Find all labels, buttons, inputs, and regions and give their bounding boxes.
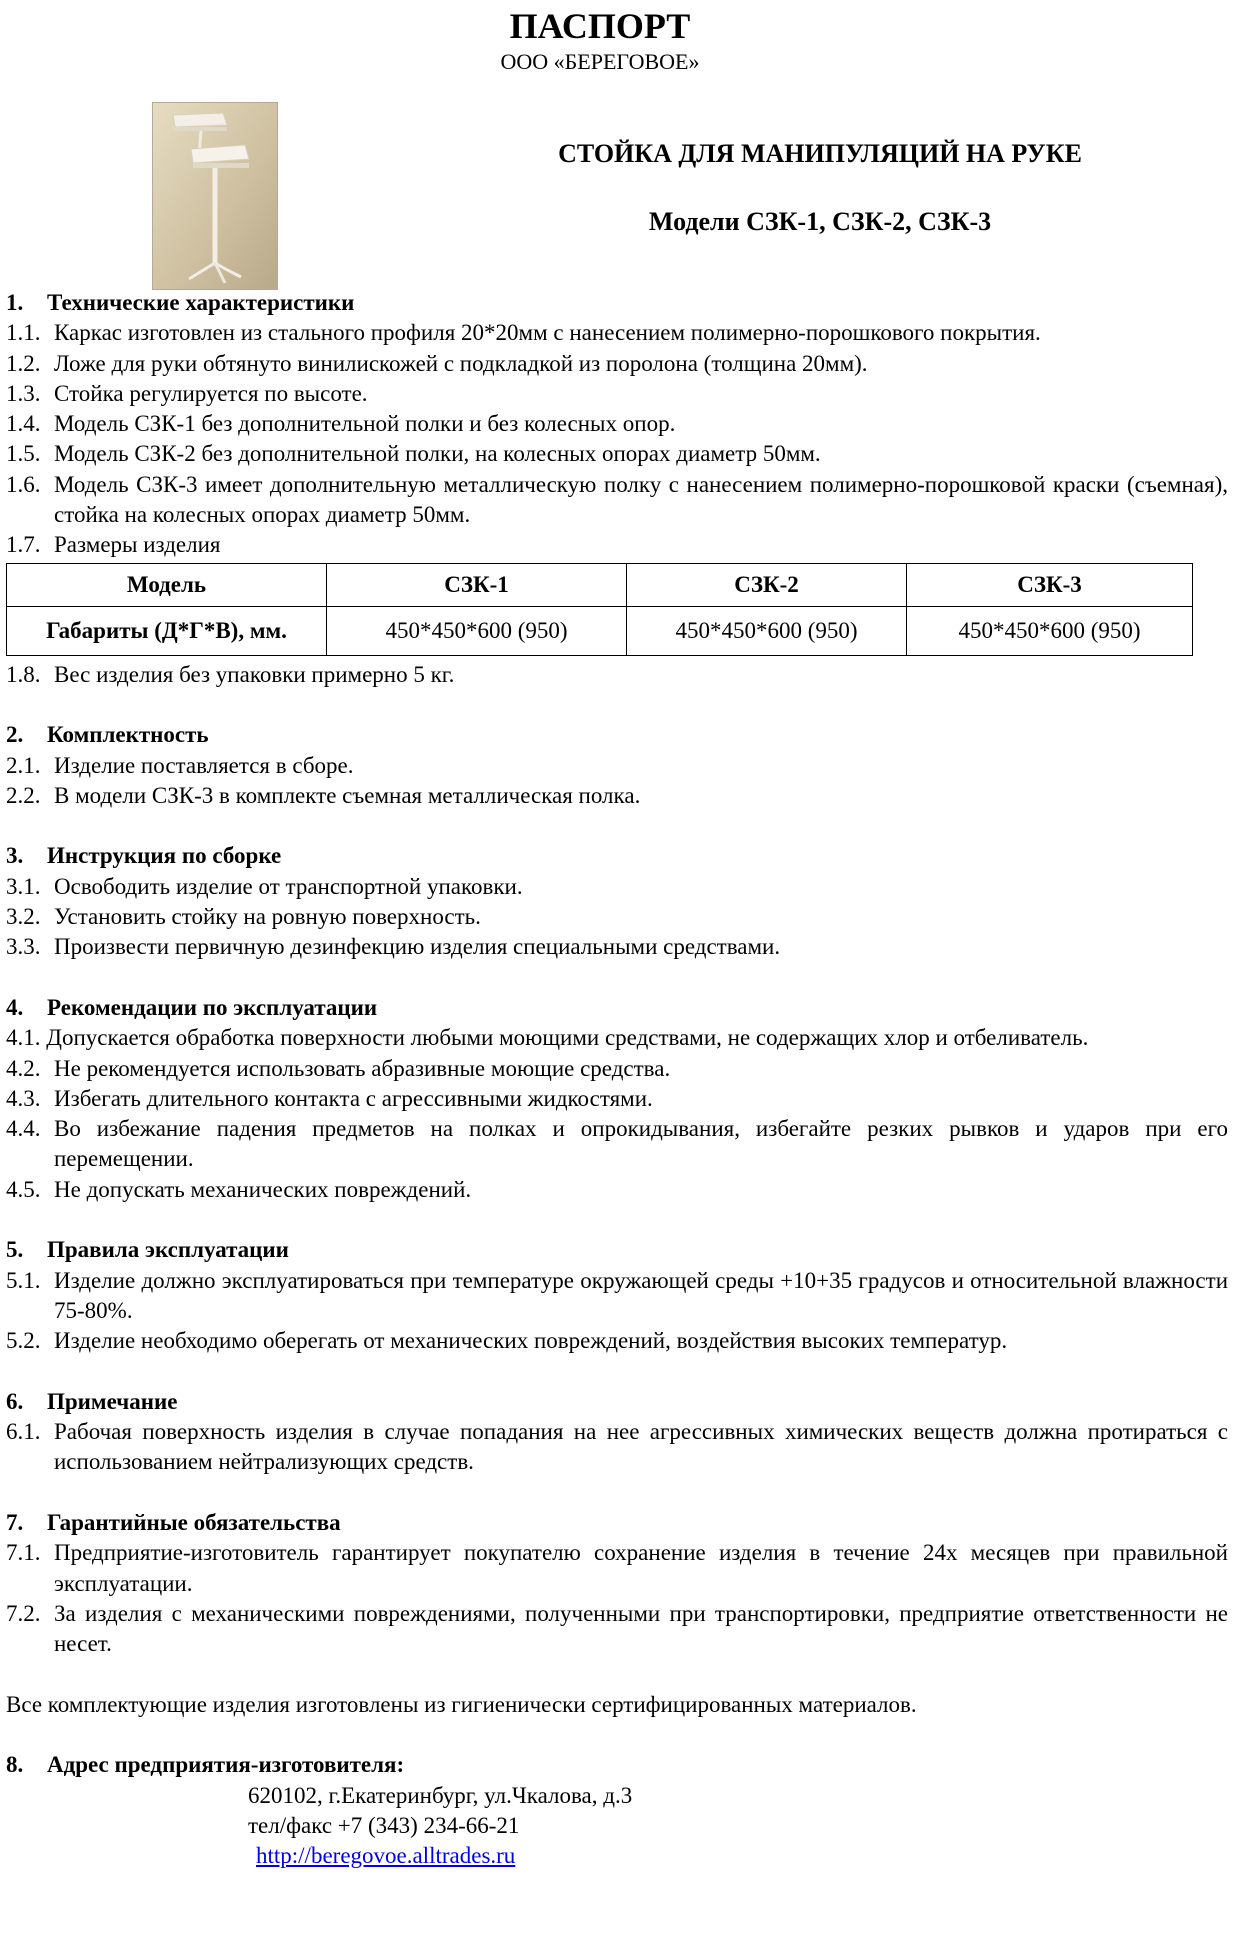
manufacturer-phone: тел/факс +7 (343) 234-66-21 <box>248 1812 520 1838</box>
item-text: Рабочая поверхность изделия в случае попадания на нее агрессивных химических веществ должна протираться с использованием нейтрализующих средств. <box>54 1419 1228 1475</box>
section-number: 6. <box>6 1388 24 1414</box>
company-name: ООО «БЕРЕГОВОЕ» <box>500 49 700 74</box>
list-item <box>6 781 1228 811</box>
list-item <box>6 660 1228 690</box>
list-item <box>6 1266 1228 1327</box>
table-header-cell: СЗК-2 <box>627 563 907 606</box>
item-number: 3.3. <box>6 934 41 960</box>
section-title: Технические характеристики <box>47 290 355 315</box>
section-title: Адрес предприятия-изготовителя: <box>47 1752 405 1778</box>
section-number: 1. <box>6 290 24 315</box>
item-text: Вес изделия без упаковки примерно 5 кг. <box>54 661 455 687</box>
list-item <box>6 1599 1228 1660</box>
list-item <box>6 1084 1228 1114</box>
table-header-row <box>7 563 1193 606</box>
manufacturer-address: 620102, г.Екатеринбург, ул.Чкалова, д.3 <box>248 1782 633 1808</box>
item-number: 5.2. <box>6 1328 41 1354</box>
item-number: 1.5. <box>6 441 41 467</box>
section-heading <box>6 1235 1228 1265</box>
list-item <box>6 902 1228 932</box>
item-text: Изделие должно эксплуатироваться при температуре окружающей среды +10+35 градусов и относительной влажности 75-80%. <box>54 1267 1228 1323</box>
section-number: 2. <box>6 722 24 748</box>
sizes-table <box>6 563 1193 656</box>
item-text: Изделие поставляется в сборе. <box>54 752 354 778</box>
section-heading <box>6 993 1228 1023</box>
list-item <box>6 751 1228 781</box>
table-cell: 450*450*600 (950) <box>327 606 627 655</box>
table-cell: 450*450*600 (950) <box>627 606 907 655</box>
item-text: Не допускать механических повреждений. <box>54 1176 472 1202</box>
item-number: 4.4. <box>6 1116 41 1142</box>
section-title: Рекомендации по эксплуатации <box>47 994 378 1020</box>
table-row-label: Габариты (Д*Г*В), мм. <box>7 606 327 655</box>
list-item <box>6 1114 1228 1175</box>
item-text: Модель СЗК-2 без дополнительной полки, на колесных опорах диаметр 50мм. <box>54 441 821 467</box>
item-number: 7.1. <box>6 1540 41 1566</box>
product-title: СТОЙКА ДЛЯ МАНИПУЛЯЦИЙ НА РУКЕ <box>558 139 1082 168</box>
item-text: Стойка регулируется по высоте. <box>54 380 368 406</box>
product-stand-image <box>153 103 277 289</box>
list-item <box>6 349 1228 379</box>
section-heading <box>6 1387 1228 1417</box>
item-text: Произвести первичную дезинфекцию изделия специальными средствами. <box>54 934 781 960</box>
list-item <box>6 1175 1228 1205</box>
item-number: 1.7. <box>6 532 41 558</box>
item-number: 1.4. <box>6 411 41 437</box>
table-cell: 450*450*600 (950) <box>907 606 1193 655</box>
item-text: Освободить изделие от транспортной упаковки. <box>54 873 523 899</box>
materials-note: Все комплектующие изделия изготовлены из гигиенически сертифицированных материалов. <box>6 1691 917 1717</box>
list-item <box>6 1023 1228 1053</box>
models-line: Модели СЗК-1, СЗК-2, СЗК-3 <box>648 207 992 236</box>
website-line <box>248 1841 1228 1871</box>
list-item <box>6 379 1228 409</box>
section-title: Гарантийные обязательства <box>47 1509 341 1535</box>
item-number: 3.2. <box>6 904 41 930</box>
item-text: В модели СЗК-3 в комплекте съемная металлическая полка. <box>54 782 641 808</box>
item-number: 1.8. <box>6 661 41 687</box>
section-number: 7. <box>6 1509 24 1535</box>
item-text: Изделие необходимо оберегать от механических повреждений, воздействия высоких температур. <box>54 1328 1008 1354</box>
section-heading <box>6 841 1228 871</box>
item-text: Допускается обработка поверхности любыми моющими средствами, не содержащих хлор и отбеливатель. <box>46 1025 1089 1051</box>
item-text: Во избежание падения предметов на полках и опрокидывания, избегайте резких рывков и ударов при его перемещении. <box>54 1116 1228 1172</box>
list-item <box>6 1417 1228 1478</box>
item-number: 4.3. <box>6 1085 41 1111</box>
list-item <box>6 1538 1228 1599</box>
product-photo <box>152 102 278 290</box>
item-number: 1.1. <box>6 320 41 346</box>
list-item <box>6 470 1228 531</box>
list-item <box>6 872 1228 902</box>
list-item <box>6 409 1228 439</box>
item-number: 4.5. <box>6 1176 41 1202</box>
item-text: За изделия с механическими повреждениями, полученными при транспортировки, предприятие ответственности не несет. <box>54 1600 1228 1657</box>
item-number: 6.1. <box>6 1419 41 1445</box>
section-title: Примечание <box>47 1388 178 1414</box>
list-item <box>6 530 1228 560</box>
website-link[interactable]: http://beregovoe.alltrades.ru <box>256 1843 516 1869</box>
item-number: 4.1. <box>6 1025 41 1051</box>
item-number: 2.1. <box>6 752 41 778</box>
section-heading <box>6 720 1228 750</box>
item-number: 5.1. <box>6 1267 41 1293</box>
section-heading <box>6 1750 1228 1780</box>
item-number: 1.6. <box>6 471 41 497</box>
list-item <box>6 318 1228 348</box>
item-number: 2.2. <box>6 782 41 808</box>
item-text: Модель СЗК-3 имеет дополнительную металлическую полку с нанесением полимерно-порошковой краски (съемная), стойка на колесных опорах диаметр 50мм. <box>54 471 1228 528</box>
table-row <box>7 606 1193 655</box>
section-title: Правила эксплуатации <box>47 1237 289 1263</box>
item-text: Размеры изделия <box>54 532 221 558</box>
section-heading <box>6 288 1228 318</box>
item-text: Модель СЗК-1 без дополнительной полки и без колесных опор. <box>54 411 676 437</box>
list-item <box>6 439 1228 469</box>
item-text: Предприятие-изготовитель гарантирует покупателю сохранение изделия в течение 24х месяцев при правильной эксплуатации. <box>54 1540 1228 1596</box>
page-title: ПАСПОРТ <box>509 6 691 46</box>
item-number: 3.1. <box>6 873 41 899</box>
table-header-cell: СЗК-1 <box>327 563 627 606</box>
item-text: Избегать длительного контакта с агрессивными жидкостями. <box>54 1085 653 1111</box>
table-header-cell: Модель <box>7 563 327 606</box>
item-text: Не рекомендуется использовать абразивные моющие средства. <box>54 1055 671 1081</box>
item-text: Каркас изготовлен из стального профиля 20*20мм с нанесением полимерно-порошкового покрытия. <box>54 320 1041 346</box>
list-item <box>6 1054 1228 1084</box>
section-title: Инструкция по сборке <box>47 843 282 869</box>
section-heading <box>6 1508 1228 1538</box>
table-header-cell: СЗК-3 <box>907 563 1193 606</box>
section-number: 8. <box>6 1752 24 1778</box>
section-number: 3. <box>6 843 24 869</box>
item-text: Ложе для руки обтянуто винилискожей с подкладкой из поролона (толщина 20мм). <box>54 350 868 376</box>
section-title: Комплектность <box>47 722 209 748</box>
list-item <box>6 1326 1228 1356</box>
section-number: 4. <box>6 994 24 1020</box>
list-item <box>6 932 1228 962</box>
document-body <box>6 288 1228 1872</box>
item-number: 1.3. <box>6 380 41 406</box>
item-number: 4.2. <box>6 1055 41 1081</box>
section-number: 5. <box>6 1237 24 1263</box>
item-number: 1.2. <box>6 350 41 376</box>
item-number: 7.2. <box>6 1600 41 1626</box>
item-text: Установить стойку на ровную поверхность. <box>54 904 481 930</box>
